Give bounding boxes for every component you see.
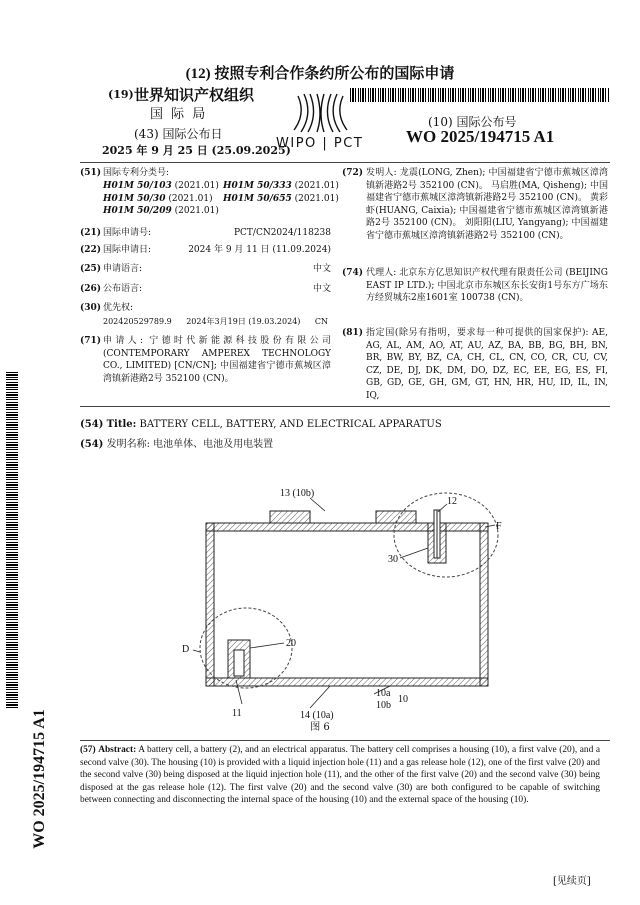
figure-caption: 图 6 <box>310 722 330 733</box>
priority-country: CN <box>314 317 328 326</box>
abstract <box>80 744 600 807</box>
pub-lang-row <box>103 283 331 296</box>
agent-num: (74) <box>342 268 364 278</box>
first-valve <box>228 640 250 678</box>
second-valve <box>428 510 446 563</box>
org-number: (19) <box>108 88 134 101</box>
ipc-item: H01M 50/209 (2021.01) <box>103 206 219 216</box>
label-F: F <box>496 521 502 532</box>
abstract-divider <box>80 740 610 741</box>
ipc-label: 国际专利分类号: <box>103 168 170 178</box>
label-13: 13 (10b) <box>280 488 315 499</box>
org-name: 世界知识产权组织 <box>134 86 255 104</box>
label-D: D <box>182 644 190 655</box>
label-20: 20 <box>286 638 296 649</box>
filing-lang-label: 申请语言: <box>103 264 143 274</box>
priority-label: 优先权: <box>103 303 134 313</box>
priority-date: 2024年3月19日 (19.03.2024) <box>186 317 301 326</box>
terminal-right <box>376 511 416 523</box>
inventors-num: (72) <box>342 168 364 178</box>
title-cn-row <box>80 438 273 451</box>
pub-date-label: (43) 国际公布日 <box>134 127 223 141</box>
app-number-row <box>103 227 331 240</box>
abstract-num: (57) <box>80 745 96 755</box>
continued-note: [见续页] <box>553 876 591 887</box>
applicant-num: (71) <box>80 336 102 346</box>
app-date-row <box>103 244 331 257</box>
pub-date: 2025 年 9 月 25 日 (25.09.2025) <box>102 144 291 157</box>
title-cn-label: 发明名称: <box>106 439 150 450</box>
label-14: 14 (10a) <box>300 710 334 721</box>
inventors: 发明人: 龙震(LONG, Zhen); 中国福建省宁德市蕉城区漳湾镇新港路2号 352100 (CN)。 马启胜(MA, Qisheng); 中国福建省宁德市蕉城区漳湾镇新港路2号 352100 (CN)。 黄彩虾(HUANG, Caixia); 中国福建省宁德市蕉城区漳湾镇新港路2号 352100 (CN)。 刘阳阳(LIU, Yangyang); 中国福建省宁德市蕉城区漳湾镇新港路2号 352100 (CN)。 <box>366 168 608 241</box>
abstract-text: A battery cell, a battery (2), and an electrical apparatus. The battery cell comprises a housing (10), a first valve (20), and a second valve (30). The housing (10) is provided with a liquid injection hole (11) and a gas release hole (12), one of the first valve (20) and the second valve (30) being disposed at the liquid injection hole (11), and the other of the first valve (20) and the second valve (30) being disposed at the gas release hole (12). The first valve (20) and the second valve (30) are both configured to be capable of switching between connecting and disconnecting the internal space of the housing (10) and the external space of the housing (10). <box>80 745 601 806</box>
filing-lang-row <box>103 263 331 276</box>
pub-number: WO 2025/194715 A1 <box>406 127 555 146</box>
side-pub-number: WO 2025/194715 A1 <box>31 709 48 849</box>
designated-states-num: (81) <box>342 328 364 338</box>
app-date-label: 国际申请日: <box>103 245 152 255</box>
ipc-item: H01M 50/655 (2021.01) <box>223 193 339 204</box>
filing-lang-num: (25) <box>80 264 102 274</box>
app-number-label: 国际申请号: <box>103 228 152 238</box>
app-date-num: (22) <box>80 245 102 255</box>
title-en-label: Title: <box>106 419 137 430</box>
ipc-list <box>103 180 353 218</box>
pub-lang-label: 公布语言: <box>103 284 143 294</box>
doc-type-heading: (12) 按照专利合作条约所公布的国际申请 <box>185 66 455 82</box>
biblio-divider <box>80 406 610 407</box>
agent: 代理人: 北京东方亿思知识产权代理有限责任公司 (BEIJING EAST IP LTD.); 中国北京市东城区东长安街1号东方广场东方经贸城东2座1601室 100738 (CN)。 <box>366 268 608 303</box>
org-subtitle: 国 际 局 <box>150 107 208 122</box>
wipo-logo-text: WIPO | PCT <box>276 136 364 151</box>
priority-number: 202420529789.9 <box>103 317 172 326</box>
app-number: PCT/CN2024/118238 <box>233 228 331 238</box>
applicant: 申请人: 宁德时代新能源科技股份有限公司 (CONTEMPORARY AMPEREX TECHNOLOGY CO., LIMITED) [CN/CN]; 中国福建省宁德市蕉城区漳湾镇新港路2号 352100 (CN)。 <box>103 336 331 384</box>
title-cn: 电池单体、电池及用电装置 <box>153 439 274 450</box>
label-12: 12 <box>447 496 457 507</box>
title-num: (54) <box>80 419 104 430</box>
barcode-top <box>350 88 610 102</box>
title-en-row <box>80 418 442 431</box>
label-10: 10 <box>398 694 408 705</box>
title-en: BATTERY CELL, BATTERY, AND ELECTRICAL APPARATUS <box>139 419 442 430</box>
designated-states: 指定国(除另有指明，要求每一种可提供的国家保护): AE, AG, AL, AM, AO, AT, AU, AZ, BA, BB, BG, BH, BN, BR, BW, BY, BZ, CA, CH, CL, CN, CO, CR, CU, CV, CZ, DE, DJ, DK, DM, DO, DZ, EC, EE, EG, ES, FI, GB, GD, GE, GH, GM, GT, HN, HR, HU, ID, IL, IN, IQ, <box>366 328 608 401</box>
abstract-label: Abstract: <box>98 745 137 755</box>
pub-lang-num: (26) <box>80 284 102 294</box>
filing-lang: 中文 <box>312 264 331 274</box>
barcode-side <box>6 370 18 708</box>
ipc-number: (51) <box>80 168 102 178</box>
label-11: 11 <box>232 708 242 719</box>
label-10a: 10a <box>376 688 391 699</box>
priority-row <box>103 316 328 329</box>
title-num-cn: (54) <box>80 439 104 450</box>
ipc-item: H01M 50/333 (2021.01) <box>223 181 339 191</box>
battery-cell-drawing <box>160 480 520 730</box>
header-divider <box>80 162 610 163</box>
ipc-item: H01M 50/103 (2021.01) <box>103 181 219 191</box>
label-10b: 10b <box>376 700 391 711</box>
priority-num: (30) <box>80 303 102 313</box>
terminal-left <box>270 511 310 523</box>
app-date: 2024 年 9 月 11 日 (11.09.2024) <box>188 245 331 255</box>
label-30: 30 <box>388 554 398 565</box>
pub-number-label: (10) 国际公布号 <box>428 115 517 129</box>
ipc-item: H01M 50/30 (2021.01) <box>103 193 213 204</box>
app-number-num: (21) <box>80 228 102 238</box>
figure-6 <box>160 480 520 730</box>
pub-lang: 中文 <box>312 284 331 294</box>
